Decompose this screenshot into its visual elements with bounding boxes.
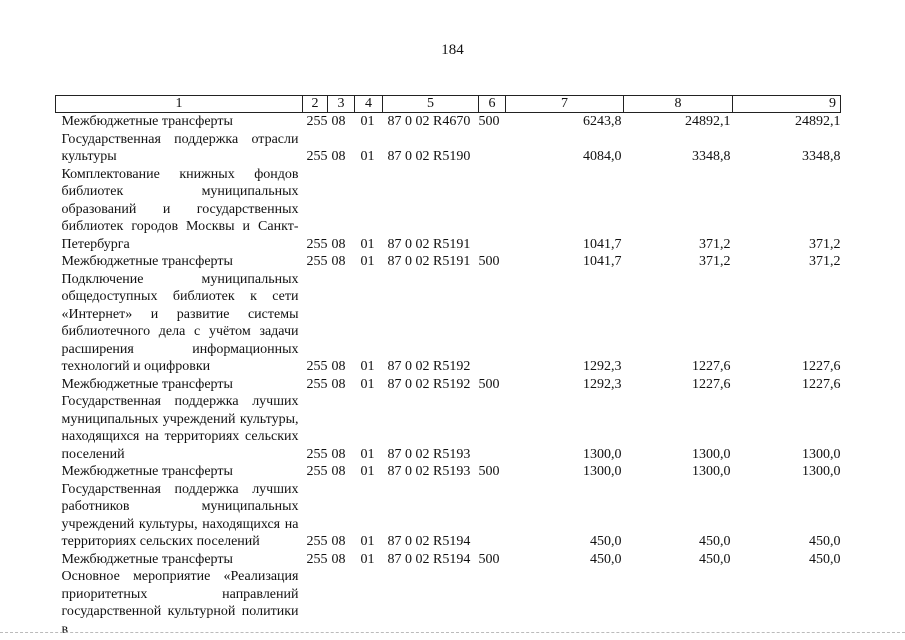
table-row [56, 481, 841, 551]
column-header-1: 1 [56, 96, 303, 113]
header-row [56, 96, 841, 113]
table-row [56, 551, 841, 569]
cell-expense-type: 500 [478, 551, 500, 567]
column-header-7: 7 [506, 96, 624, 113]
cell-target-article: 87 0 02 R5192 [387, 359, 471, 374]
cell-amount-col8: 3348,8 [692, 149, 731, 164]
cell-ministry-code: 255 [306, 551, 328, 567]
cell-subsection-code: 01 [360, 446, 375, 462]
table-row [56, 113, 841, 131]
cell-name: Подключение муниципальных общедоступных библиотек к сети «Интернет» и развитие системы библиотечного дела с учётом задачи расширения информационных технологий и оцифровки [61, 271, 299, 374]
cell-ministry-code: 255 [306, 359, 328, 374]
cell-amount-col8: 1227,6 [692, 359, 731, 374]
column-header-8: 8 [624, 96, 733, 113]
cell-ministry-code [303, 568, 328, 638]
cell-ministry-code: 255 [306, 376, 328, 392]
column-header-3: 3 [328, 96, 355, 113]
cell-amount-col9: 450,0 [809, 534, 841, 549]
table-row [56, 166, 841, 254]
cell-amount-col8 [624, 568, 733, 638]
cell-ministry-code: 255 [306, 236, 328, 252]
cell-amount-col8: 450,0 [699, 534, 731, 549]
cell-subsection-code: 01 [360, 534, 375, 549]
cell-target-article: 87 0 02 R5193 [387, 446, 471, 462]
cell-subsection-code: 01 [360, 114, 375, 129]
cell-name: Комплектование книжных фондов библиотек муниципальных образований и государственных библиотек городов Москвы и Санкт-Петербурга [61, 166, 299, 252]
cell-expense-type [479, 568, 506, 638]
table-row [56, 131, 841, 166]
cell-amount-col8: 371,2 [699, 254, 731, 269]
cell-ministry-code: 255 [306, 114, 328, 129]
cell-expense-type: 500 [478, 114, 500, 129]
cell-expense-type [479, 271, 506, 376]
cell-amount-col9: 1227,6 [802, 376, 841, 392]
cell-subsection-code: 01 [360, 236, 375, 252]
cell-ministry-code: 255 [306, 464, 328, 479]
cell-amount-col9: 1300,0 [802, 464, 841, 479]
cell-amount-col9 [733, 568, 841, 638]
cell-section-code: 08 [331, 149, 346, 164]
column-header-9: 9 [733, 96, 841, 113]
cell-amount-col7: 4084,0 [583, 149, 622, 164]
cell-amount-col9: 24892,1 [795, 114, 841, 129]
cell-subsection-code [355, 568, 383, 638]
cell-name: Межбюджетные трансферты [61, 376, 233, 392]
cell-expense-type [479, 166, 506, 254]
cell-name: Межбюджетные трансферты [61, 464, 233, 479]
cell-expense-type: 500 [478, 254, 500, 269]
cell-amount-col8: 1300,0 [692, 446, 731, 462]
table-row [56, 253, 841, 271]
cell-amount-col7: 6243,8 [583, 114, 622, 129]
table-header [56, 96, 841, 113]
cell-amount-col7 [506, 568, 624, 638]
cell-target-article [383, 568, 479, 638]
cell-target-article: 87 0 02 R5190 [387, 149, 471, 164]
table-row [56, 376, 841, 394]
cell-amount-col7: 1041,7 [583, 236, 622, 252]
budget-table-container [55, 95, 840, 638]
cell-amount-col9: 1300,0 [802, 446, 841, 462]
cell-subsection-code: 01 [360, 359, 375, 374]
cell-expense-type: 500 [478, 464, 500, 479]
cell-section-code: 08 [331, 359, 346, 374]
cell-amount-col9: 1227,6 [802, 359, 841, 374]
cell-amount-col9: 450,0 [809, 551, 841, 567]
cell-expense-type: 500 [478, 376, 500, 392]
table-row [56, 568, 841, 638]
cell-section-code: 08 [331, 254, 346, 269]
cell-subsection-code: 01 [360, 551, 375, 567]
cell-section-code: 08 [331, 236, 346, 252]
column-header-6: 6 [479, 96, 506, 113]
cell-amount-col7: 450,0 [590, 534, 622, 549]
cell-amount-col8: 1227,6 [692, 376, 731, 392]
cell-amount-col9: 371,2 [809, 236, 841, 252]
cell-name: Межбюджетные трансферты [61, 551, 233, 567]
page-number: 184 [441, 42, 464, 58]
cell-name: Государственная поддержка лучших работников муниципальных учреждений культуры, находящихся на территориях сельских поселений [61, 481, 299, 549]
cell-ministry-code: 255 [306, 254, 328, 269]
cell-expense-type [479, 481, 506, 551]
cell-section-code: 08 [331, 464, 346, 479]
table-row [56, 393, 841, 463]
cell-target-article: 87 0 02 R5193 [387, 464, 471, 479]
page-bottom-rule [0, 632, 905, 633]
cell-name: Государственная поддержка отрасли культуры [61, 131, 299, 164]
cell-amount-col9: 371,2 [809, 254, 841, 269]
cell-subsection-code: 01 [360, 149, 375, 164]
cell-ministry-code: 255 [306, 534, 328, 549]
budget-table [55, 95, 841, 638]
cell-target-article: 87 0 02 R5191 [387, 254, 471, 269]
cell-section-code: 08 [331, 376, 346, 392]
cell-name: Межбюджетные трансферты [61, 254, 233, 269]
cell-target-article: 87 0 02 R5191 [387, 236, 471, 252]
cell-amount-col9: 3348,8 [802, 149, 841, 164]
cell-subsection-code: 01 [360, 376, 375, 392]
cell-amount-col7: 450,0 [590, 551, 622, 567]
cell-subsection-code: 01 [360, 254, 375, 269]
cell-expense-type [479, 393, 506, 463]
cell-name: Основное мероприятие «Реализация приоритетных направлений государственной культурной политики в [61, 569, 299, 637]
cell-section-code [328, 568, 355, 638]
cell-subsection-code: 01 [360, 464, 375, 479]
column-header-4: 4 [355, 96, 383, 113]
cell-amount-col7: 1300,0 [583, 446, 622, 462]
cell-amount-col8: 24892,1 [685, 114, 731, 129]
cell-expense-type [479, 131, 506, 166]
cell-name: Межбюджетные трансферты [61, 114, 233, 129]
cell-amount-col8: 1300,0 [692, 464, 731, 479]
cell-section-code: 08 [331, 446, 346, 462]
cell-section-code: 08 [331, 551, 346, 567]
cell-ministry-code: 255 [306, 446, 328, 462]
table-row [56, 463, 841, 481]
cell-name: Государственная поддержка лучших муниципальных учреждений культуры, находящихся на территориях сельских поселений [61, 394, 299, 462]
cell-section-code: 08 [331, 534, 346, 549]
cell-amount-col7: 1041,7 [583, 254, 622, 269]
cell-target-article: 87 0 02 R5194 [387, 551, 471, 567]
cell-target-article: 87 0 02 R4670 [387, 114, 471, 129]
cell-amount-col8: 450,0 [699, 551, 731, 567]
cell-target-article: 87 0 02 R5192 [387, 376, 471, 392]
table-body [56, 113, 841, 639]
cell-section-code: 08 [331, 114, 346, 129]
cell-amount-col8: 371,2 [699, 236, 731, 252]
column-header-5: 5 [383, 96, 479, 113]
table-row [56, 271, 841, 376]
column-header-2: 2 [303, 96, 328, 113]
cell-amount-col7: 1300,0 [583, 464, 622, 479]
cell-target-article: 87 0 02 R5194 [387, 534, 471, 549]
cell-amount-col7: 1292,3 [583, 376, 622, 392]
cell-ministry-code: 255 [306, 149, 328, 164]
cell-amount-col7: 1292,3 [583, 359, 622, 374]
